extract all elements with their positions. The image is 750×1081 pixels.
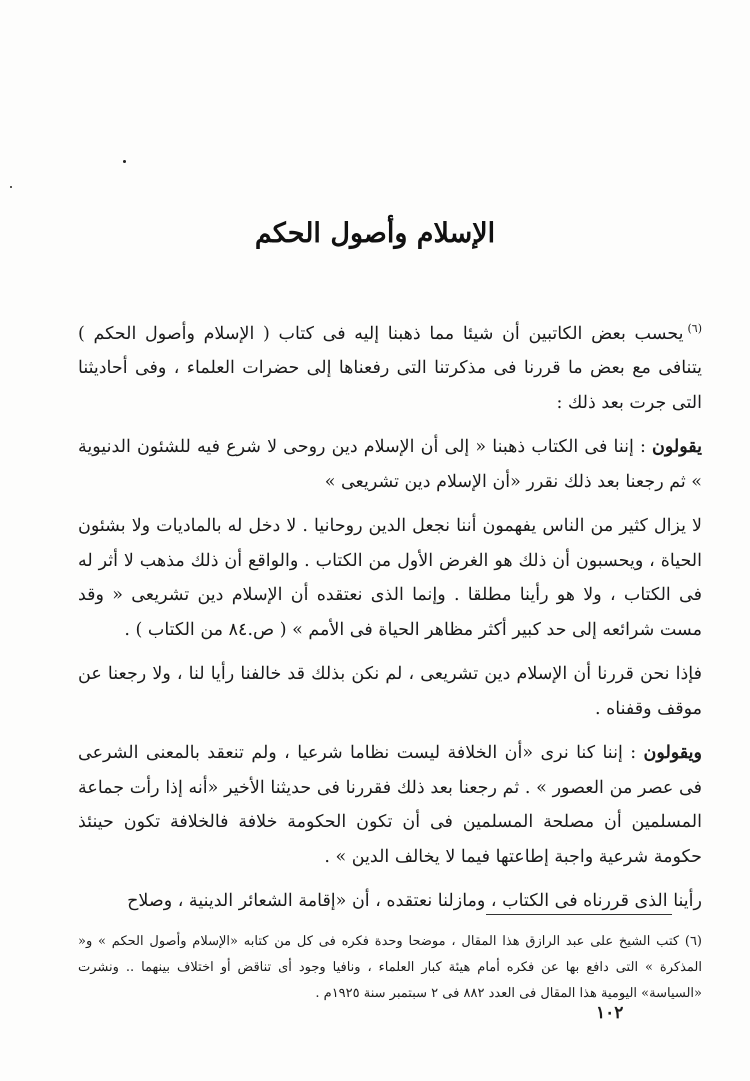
footnote-reference: (٦) [687,322,702,335]
print-speck [10,186,12,188]
footnote [78,929,702,1007]
page-title: الإسلام وأصول الحكم [254,218,496,249]
paragraph: ويقولون : إننا كنا نرى «أن الخلافة ليست نظاما شرعيا ، ولم تنعقد بالمعنى الشرعى فى عصر من العصور » . ثم رجعنا بعد ذلك فقررنا فى حديثنا الأخير «أنه إذا رأت جماعة المسلمين أن مصلحة المسلمين فى أن تكون الحكومة خلافة فالخلافة تكون حينئذ حكومة شرعية واجبة إطاعتها فيما لا يخالف الدين » . [78,743,702,867]
paragraph: $^{(٦)}$يحسب بعض الكاتبين أن شيئا مما ذهبنا إليه فى كتاب ( الإسلام وأصول الحكم ) يتنافى مع بعض ما قررنا فى مذكرتنا التى رفعناها إلى حضرات العلماء ، وفى أحاديثنا التى جرت بعد ذلك : [78,322,702,413]
paragraph: رأينا الذى قررناه فى الكتاب ، ومازلنا نعتقده ، أن «إقامة الشعائر الدينية ، وصلاح [127,891,702,912]
paragraph: فإذا نحن قررنا أن الإسلام دين تشريعى ، لم نكن بذلك قد خالفنا رأيا لنا ، ولا رجعنا عن موقف وقفناه . [78,664,702,719]
print-speck [123,160,126,163]
page-number: ١٠٢ [596,1003,624,1023]
body-text [78,312,702,929]
keyword: يقولون [652,437,702,458]
keyword: ويقولون [643,743,702,764]
footnote-text: (٦) كتب الشيخ على عبد الرازق هذا المقال ، موضحا وحدة فكره فى كل من كتابه «الإسلام وأصول الحكم » و« المذكرة » التى دافع بها عن فكره أمام هيئة كبار العلماء ، ونافيا وجود أى تناقض أو اختلاف بينهما .. ونشرت «السياسة» اليومية هذا المقال فى العدد ٨٨٢ فى ٢ سبتمبر سنة ١٩٢٥م . [78,934,702,1001]
footnote-divider [486,914,672,915]
paragraph: يقولون : إننا فى الكتاب ذهبنا « إلى أن الإسلام دين روحى لا شرع فيه للشئون الدنيوية » ثم رجعنا بعد ذلك نقرر «أن الإسلام دين تشريعى » [78,437,702,492]
paragraph: لا يزال كثير من الناس يفهمون أننا نجعل الدين روحانيا . لا دخل له بالماديات ولا بشئون الحياة ، ويحسبون أن ذلك هو الغرض الأول من الكتاب . والواقع أن ذلك مذهب لا أثر له فى الكتاب ، ولا هو رأينا مطلقا . وإنما الذى نعتقده أن الإسلام دين تشريعى « وقد مست شرائعه إلى حد كبير أكثر مظاهر الحياة فى الأمم » ( ص.٨٤ من الكتاب ) . [78,516,702,640]
